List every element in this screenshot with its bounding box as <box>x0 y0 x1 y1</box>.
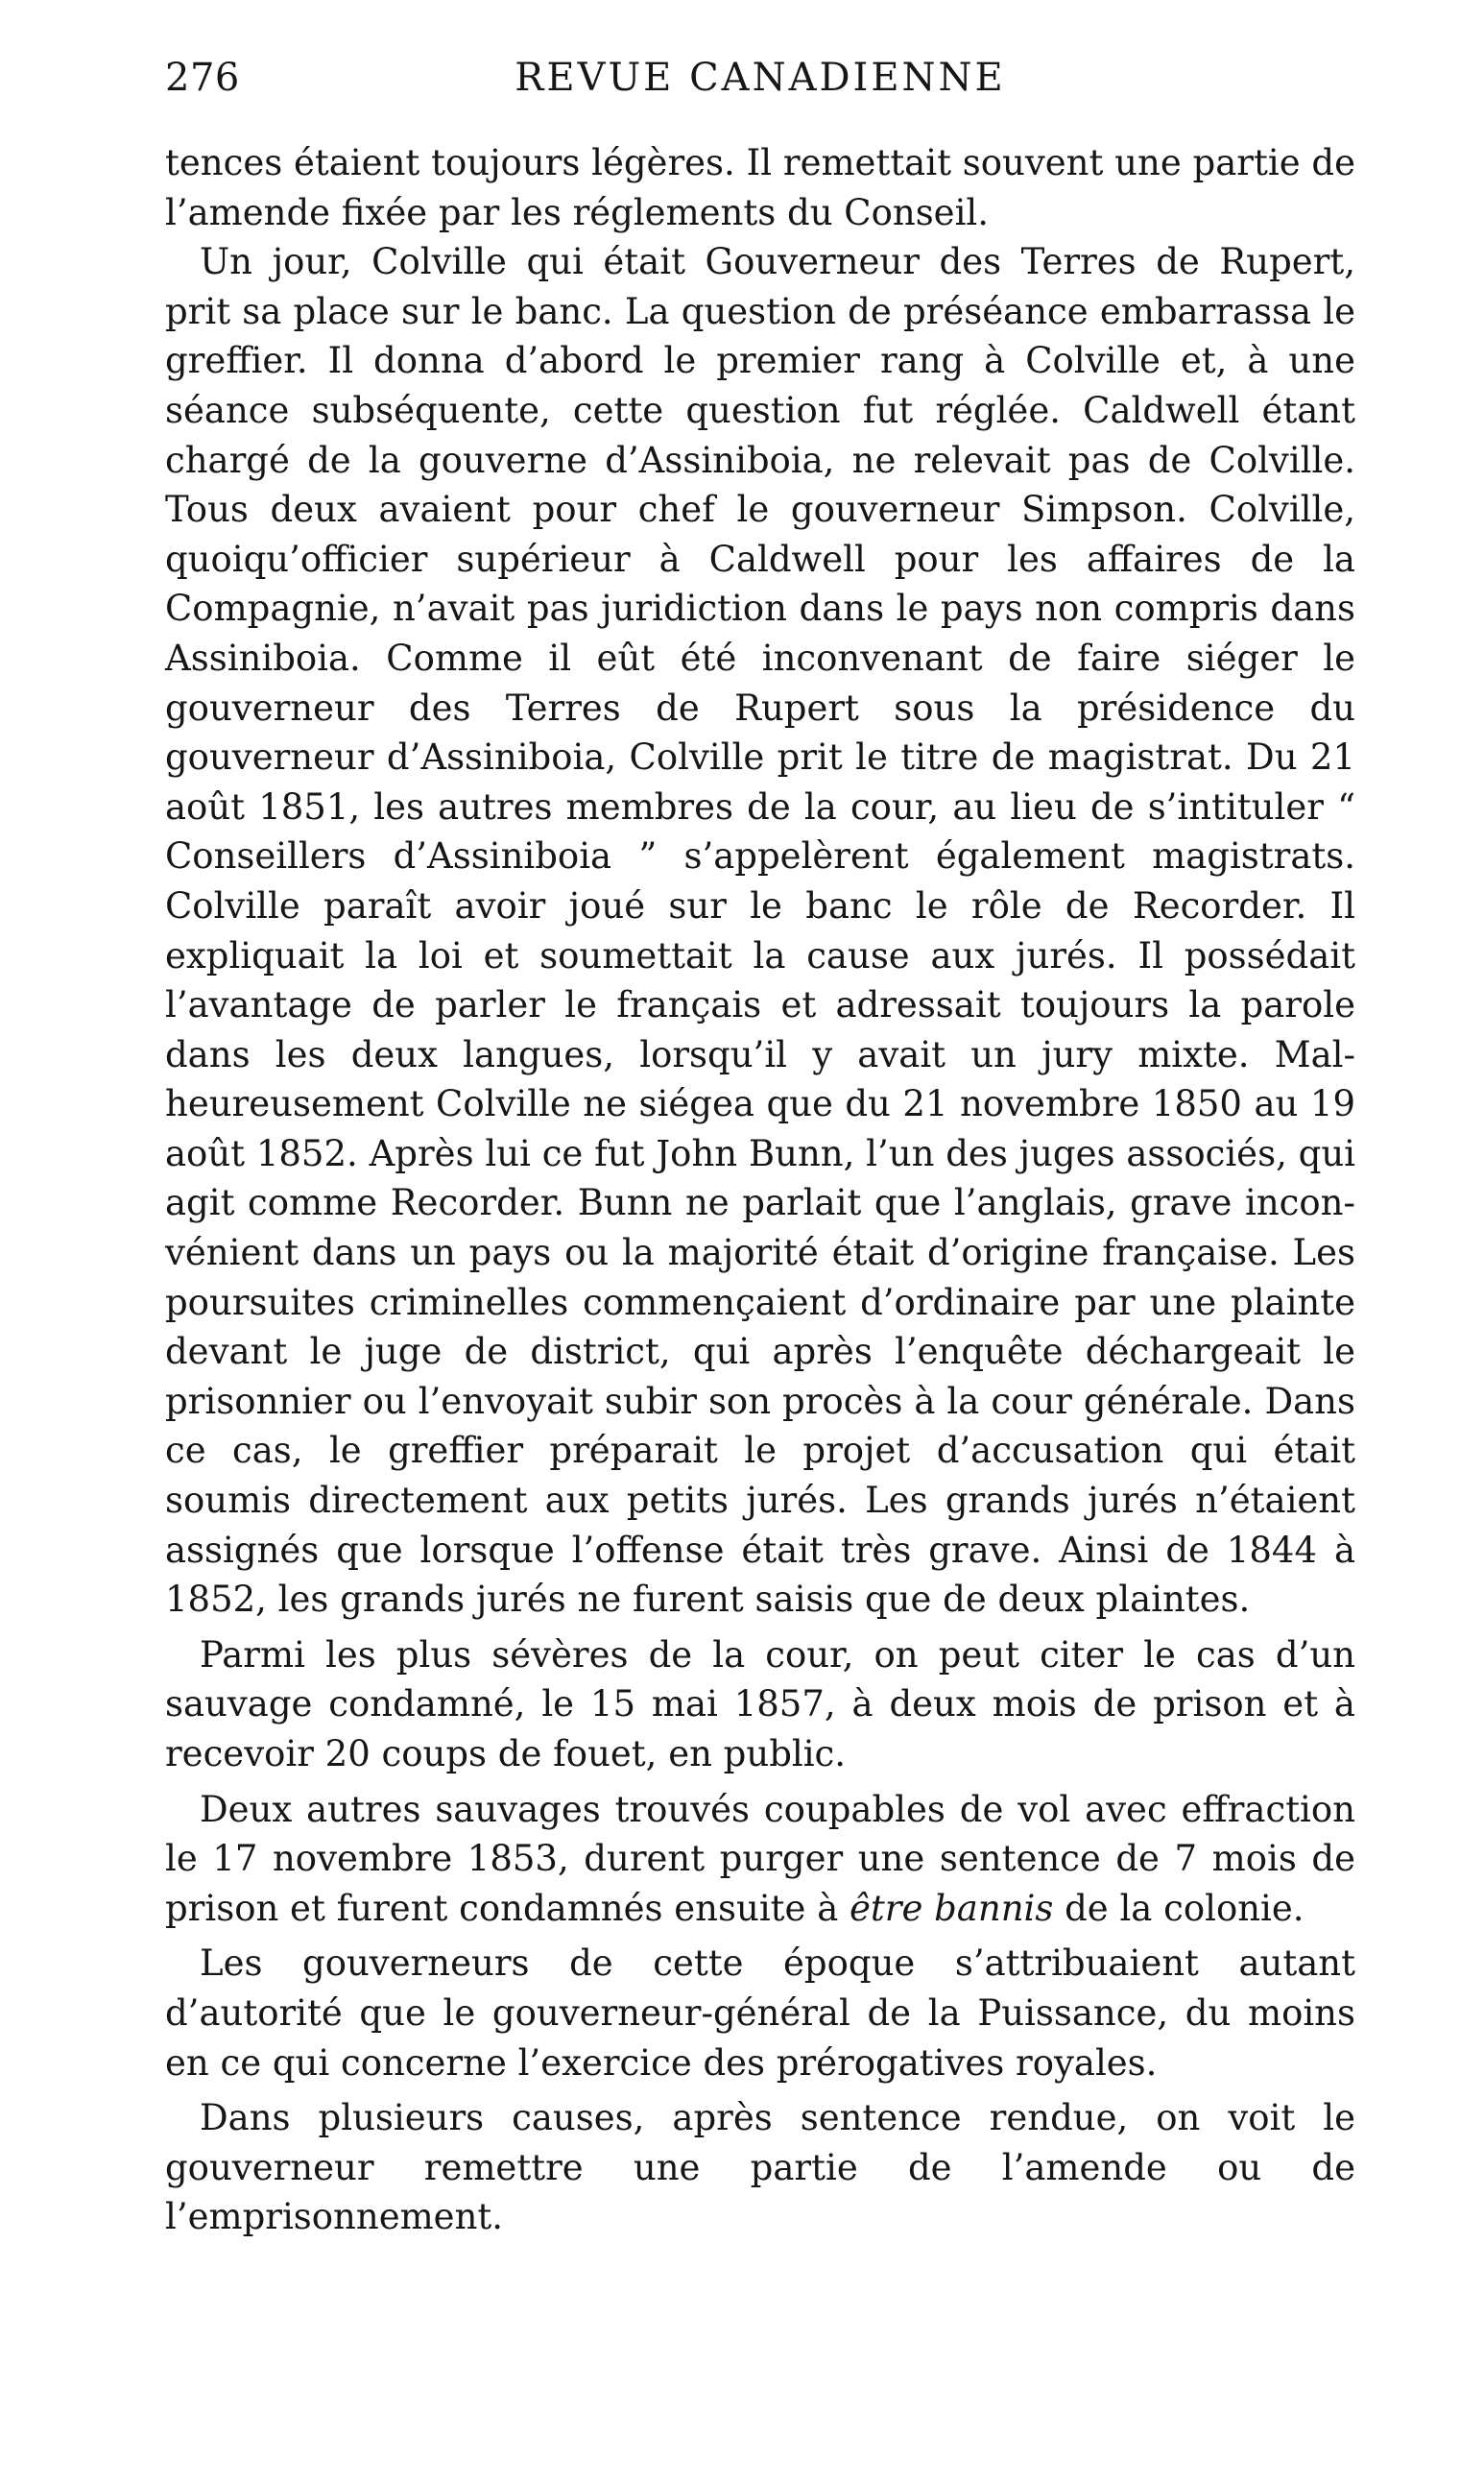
journal-title: REVUE CANADIENNE <box>515 56 1006 100</box>
body-text <box>165 138 1355 2242</box>
paragraph-continuation: tences étaient toujours légères. Il remettait souvent une partie de l’amende fixée par les réglements du Conseil. <box>165 142 1355 233</box>
paragraph-governors: Les gouverneurs de cette époque s’attribuaient autant d’autorité que le gouverneur-général de la Puissance, du moins en ce qui concerne l’exercice des prérogatives royales. <box>165 1942 1355 2084</box>
paragraph-text-after: de la colonie. <box>1053 1887 1304 1929</box>
italic-phrase: être bannis <box>850 1887 1054 1929</box>
paragraph-text-before: Deux autres sauvages trouvés coupables de vol avec effraction le 17 novembre 1853, durent purger une sentence de 7 mois de prison et furent condamnés ensuite à <box>165 1788 1355 1929</box>
book-page <box>165 56 1355 2242</box>
paragraph-colville: Un jour, Colville qui était Gouverneur des Terres de Rupert, prit sa place sur le banc. La question de préséance embarrassa le greffier. Il donna d’abord le premier rang à Colville et, à une séance subséquente, cette question fut réglée. Caldwell étant chargé de la gouverne d’Assiniboia, ne relevait pas de Colville. Tous deux avaient pour chef le gouverneur Simpson. Colville, quoiqu’officier supérieur à Caldwell pour les affaires de la Compagnie, n’avait pas juridiction dans le pays non compris dans Assiniboia. Comme il eût été inconvenant de faire siéger le gouverneur des Terres de Rupert sous la présidence du gouverneur d’Assiniboia, Colville prit le titre de magistrat. Du 21 août 1851, les autres membres de la cour, au lieu de s’intituler “ Conseillers d’Assiniboia ” s’appelèrent également magistrats. Colville paraît avoir joué sur le banc le rôle de Recorder. Il expliquait la loi et soumettait la cause aux jurés. Il possédait l’avantage de parler le français et adressait toujours la parole dans les deux langues, lorsqu’il y avait un jury mixte. Malheureusement Colville ne siégea que du 21 novembre 1850 au 19 août 1852. Après lui ce fut John Bunn, l’un des juges associés, qui agit comme Recorder. Bunn ne parlait que l’anglais, grave inconvénient dans un pays ou la majorité était d’origine française. Les poursuites criminelles commençaient d’ordinaire par une plainte devant le juge de district, qui après l’enquête déchargeait le prisonnier ou l’envoyait subir son procès à la cour générale. Dans ce cas, le greffier préparait le projet d’accusation qui était soumis directement aux petits jurés. Les grands jurés n’étaient assignés que lorsque l’offense était très grave. Ainsi de 1844 à 1852, les grands jurés ne furent saisis que de deux plaintes. <box>165 241 1355 1621</box>
page-number: 276 <box>165 56 240 100</box>
running-head <box>165 56 1355 113</box>
paragraph-severe-sentences: Parmi les plus sévères de la cour, on peut citer le cas d’un sauvage condamné, le 15 mai 1857, à deux mois de prison et à recevoir 20 coups de fouet, en public. <box>165 1633 1355 1774</box>
paragraph-two-sauvages <box>165 1785 1355 1934</box>
paragraph-remission: Dans plusieurs causes, après sentence rendue, on voit le gouverneur remettre une partie de l’amende ou de l’emprisonnement. <box>165 2097 1355 2238</box>
